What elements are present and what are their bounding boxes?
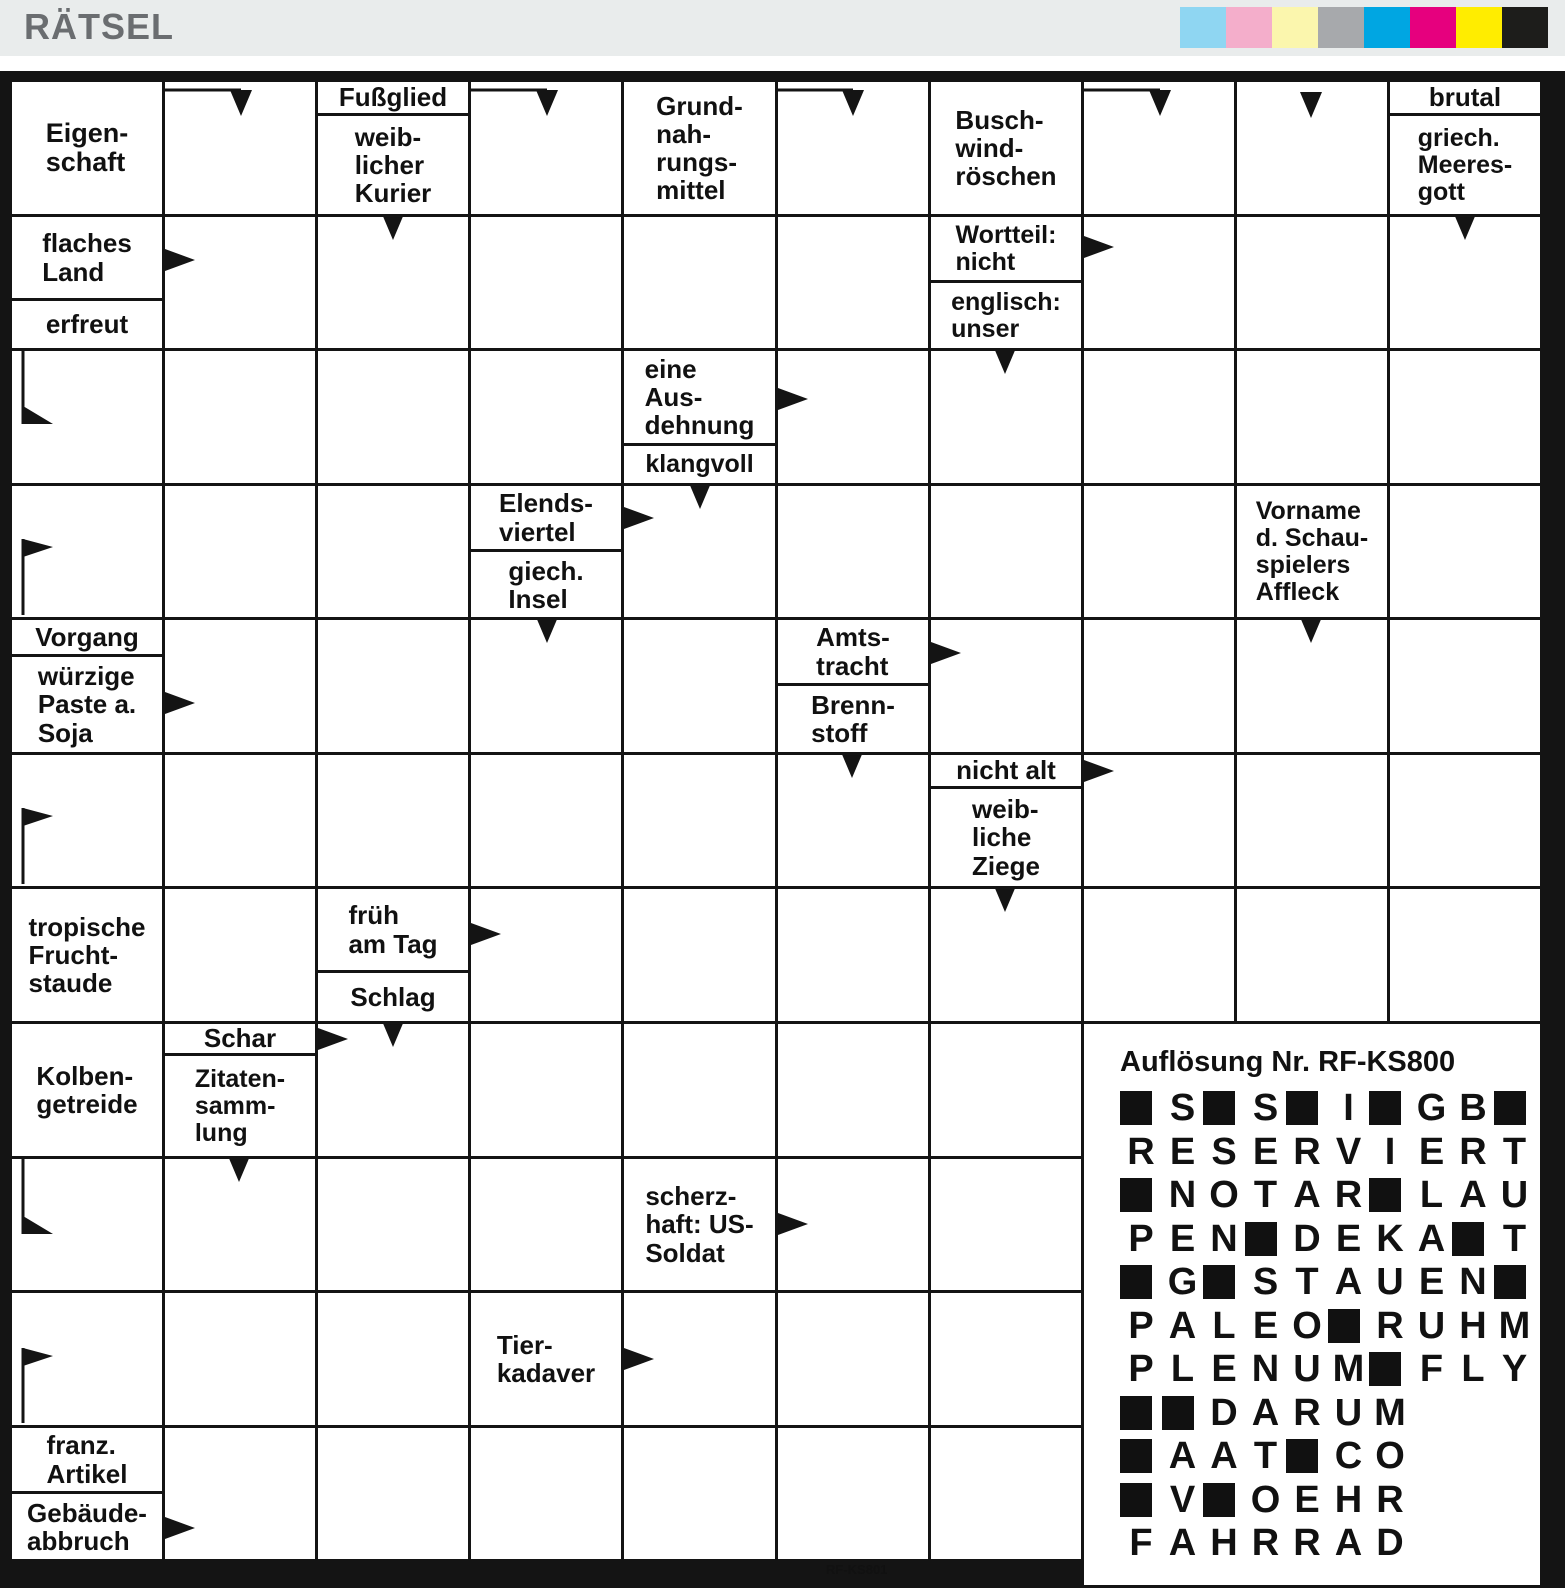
solution-letter: O [1375,1435,1405,1477]
clue-text: Eigen- schaft [45,117,129,177]
solution-letter: R [1251,1522,1280,1564]
solution-letter: E [1252,1304,1279,1347]
solution-letter: R [1293,1391,1321,1434]
clue-text: Tier- kadaver [496,1329,596,1388]
clue-text: früh am Tag [348,900,438,959]
solution-letter: A [1334,1261,1363,1303]
solution-letter: A [1334,1522,1363,1564]
solution-block [1203,1265,1235,1299]
solution-letter: A [1293,1174,1321,1216]
clue-text: Brenn- stoff [811,689,895,748]
solution-letter: O [1209,1174,1239,1216]
solution-letter: G [1416,1087,1447,1129]
solution-letter: A [1168,1522,1197,1564]
solution-block [1286,1439,1318,1473]
clue-text: Wortteil: nicht [955,220,1057,276]
color-swatch [1364,7,1410,48]
solution-letter: H [1459,1304,1487,1347]
solution-letter: I [1384,1130,1396,1173]
solution-letter: P [1128,1348,1154,1390]
solution-letter: A [1459,1174,1487,1216]
solution-letter: U [1500,1174,1529,1216]
solution-block [1120,1439,1152,1473]
solution-block [1369,1091,1401,1125]
solution-letter: E [1169,1130,1196,1173]
clue-text: nicht alt [956,755,1056,786]
header-bar [0,0,1565,56]
clue-text: englisch: unser [951,288,1061,343]
solution-letter: S [1252,1261,1279,1303]
clue-text: eine Aus- dehnung [644,353,755,441]
clue-text: Fußglied [338,82,448,113]
clue-text: scherz- haft: US- Soldat [645,1181,754,1268]
clue-text: Grund- nah- rungs- mittel [656,90,743,206]
solution-letter: R [1376,1304,1404,1347]
solution-letter: R [1293,1522,1321,1564]
clue-text: Kolben- getreide [36,1060,138,1119]
color-swatch [1456,7,1502,48]
clue-text: Schar [203,1023,277,1054]
solution-letter: V [1335,1130,1362,1173]
clue-text: franz. Artikel [46,1430,128,1489]
solution-letter: E [1294,1478,1320,1521]
solution-letter: U [1334,1391,1363,1434]
clue-text: Busch- wind- röschen [955,104,1057,192]
solution-block [1120,1178,1152,1212]
solution-block [1203,1091,1235,1125]
solution-letter: U [1417,1304,1446,1347]
solution-letter: G [1167,1261,1198,1303]
solution-letter: L [1419,1174,1444,1216]
solution-letter: C [1334,1435,1363,1477]
solution-letter: T [1502,1217,1527,1260]
solution-letter: N [1168,1174,1197,1216]
solution-title: Auflösung Nr. RF-KS800 [1120,1046,1456,1078]
clue-text: Gebäude- abbruch [27,1497,147,1556]
solution-letter: E [1335,1217,1362,1260]
solution-letter: M [1332,1348,1365,1390]
solution-letter: L [1170,1348,1195,1390]
solution-letter: T [1253,1435,1278,1477]
solution-block [1369,1178,1401,1212]
puzzle-code: RF-KS801 [826,1562,888,1577]
color-swatch [1318,7,1364,48]
solution-letter: E [1169,1217,1196,1260]
solution-letter: A [1168,1304,1197,1347]
solution-letter: R [1334,1174,1363,1216]
solution-letter: N [1251,1348,1280,1390]
color-swatch [1226,7,1272,48]
solution-letter: L [1212,1304,1236,1347]
solution-block [1494,1091,1526,1125]
solution-letter: R [1127,1130,1155,1173]
solution-letter: O [1250,1478,1281,1521]
solution-letter: S [1169,1087,1196,1129]
color-calibration-strip [1180,7,1548,48]
clue-text: Vorgang [35,621,139,652]
clue-text: Schlag [350,981,436,1012]
solution-block [1120,1265,1152,1299]
solution-block [1494,1265,1526,1299]
color-swatch [1410,7,1456,48]
solution-letter: D [1293,1217,1321,1260]
clue-text: klangvoll [645,450,754,478]
color-swatch [1180,7,1226,48]
solution-block [1120,1483,1152,1517]
solution-letter: S [1252,1087,1279,1129]
clue-text: brutal [1428,82,1502,113]
solution-letter: T [1295,1261,1319,1303]
solution-block [1328,1309,1360,1343]
clue-text: weib- licher Kurier [354,121,432,209]
solution-letter: M [1498,1304,1531,1347]
solution-letter: A [1168,1435,1197,1477]
solution-block [1162,1396,1194,1430]
clue-text: Zitaten- samm- lung [194,1064,286,1147]
solution-letter: R [1376,1478,1404,1521]
solution-letter: T [1502,1130,1527,1173]
solution-letter: A [1210,1435,1238,1477]
clue-text: giech. Insel [508,555,584,614]
clue-text: Vorname d. Schau- spielers Affleck [1255,496,1369,606]
solution-block [1369,1352,1401,1386]
solution-letter: O [1292,1304,1322,1347]
solution-letter: E [1418,1130,1445,1173]
solution-letter: D [1376,1522,1404,1564]
solution-letter: U [1376,1261,1404,1303]
clue-text: würzige Paste a. Soja [37,661,137,748]
color-swatch [1502,7,1548,48]
solution-block [1120,1091,1152,1125]
solution-letter: H [1210,1522,1238,1564]
solution-letter: I [1343,1087,1354,1129]
solution-letter: B [1459,1087,1487,1129]
solution-letter: P [1128,1217,1154,1260]
solution-block [1452,1222,1484,1256]
clue-text: Elends- viertel [499,488,593,547]
solution-letter: Y [1501,1348,1528,1390]
solution-block [1120,1396,1152,1430]
solution-letter: K [1376,1217,1404,1260]
solution-letter: U [1293,1348,1321,1390]
solution-letter: E [1418,1261,1445,1303]
solution-letter: T [1253,1174,1278,1216]
solution-letter: L [1461,1348,1485,1390]
solution-letter: V [1169,1478,1196,1521]
solution-letter: D [1210,1391,1238,1434]
solution-letter: S [1211,1130,1237,1173]
solution-letter: A [1417,1217,1446,1260]
clue-text: griech. Meeres- gott [1417,123,1513,206]
solution-letter: H [1334,1478,1363,1521]
solution-letter: M [1374,1391,1406,1434]
solution-letter: A [1251,1391,1280,1434]
clue-text: Amts- tracht [816,622,890,681]
clue-text: flaches Land [42,228,132,287]
clue-text: tropische Frucht- staude [28,911,146,999]
solution-letter: N [1210,1217,1238,1260]
solution-block [1286,1091,1318,1125]
solution-letter: E [1211,1348,1237,1390]
solution-letter: R [1459,1130,1487,1173]
solution-block [1245,1222,1277,1256]
solution-letter: F [1419,1348,1444,1390]
solution-letter: R [1293,1130,1321,1173]
solution-letter: E [1252,1130,1279,1173]
clue-text: erfreut [45,309,129,340]
solution-letter: F [1129,1522,1153,1564]
solution-block [1203,1483,1235,1517]
color-swatch [1272,7,1318,48]
solution-letter: P [1128,1304,1154,1347]
page-title: RÄTSEL [24,6,174,47]
solution-letter: N [1459,1261,1487,1303]
clue-text: weib- liche Ziege [972,794,1040,881]
